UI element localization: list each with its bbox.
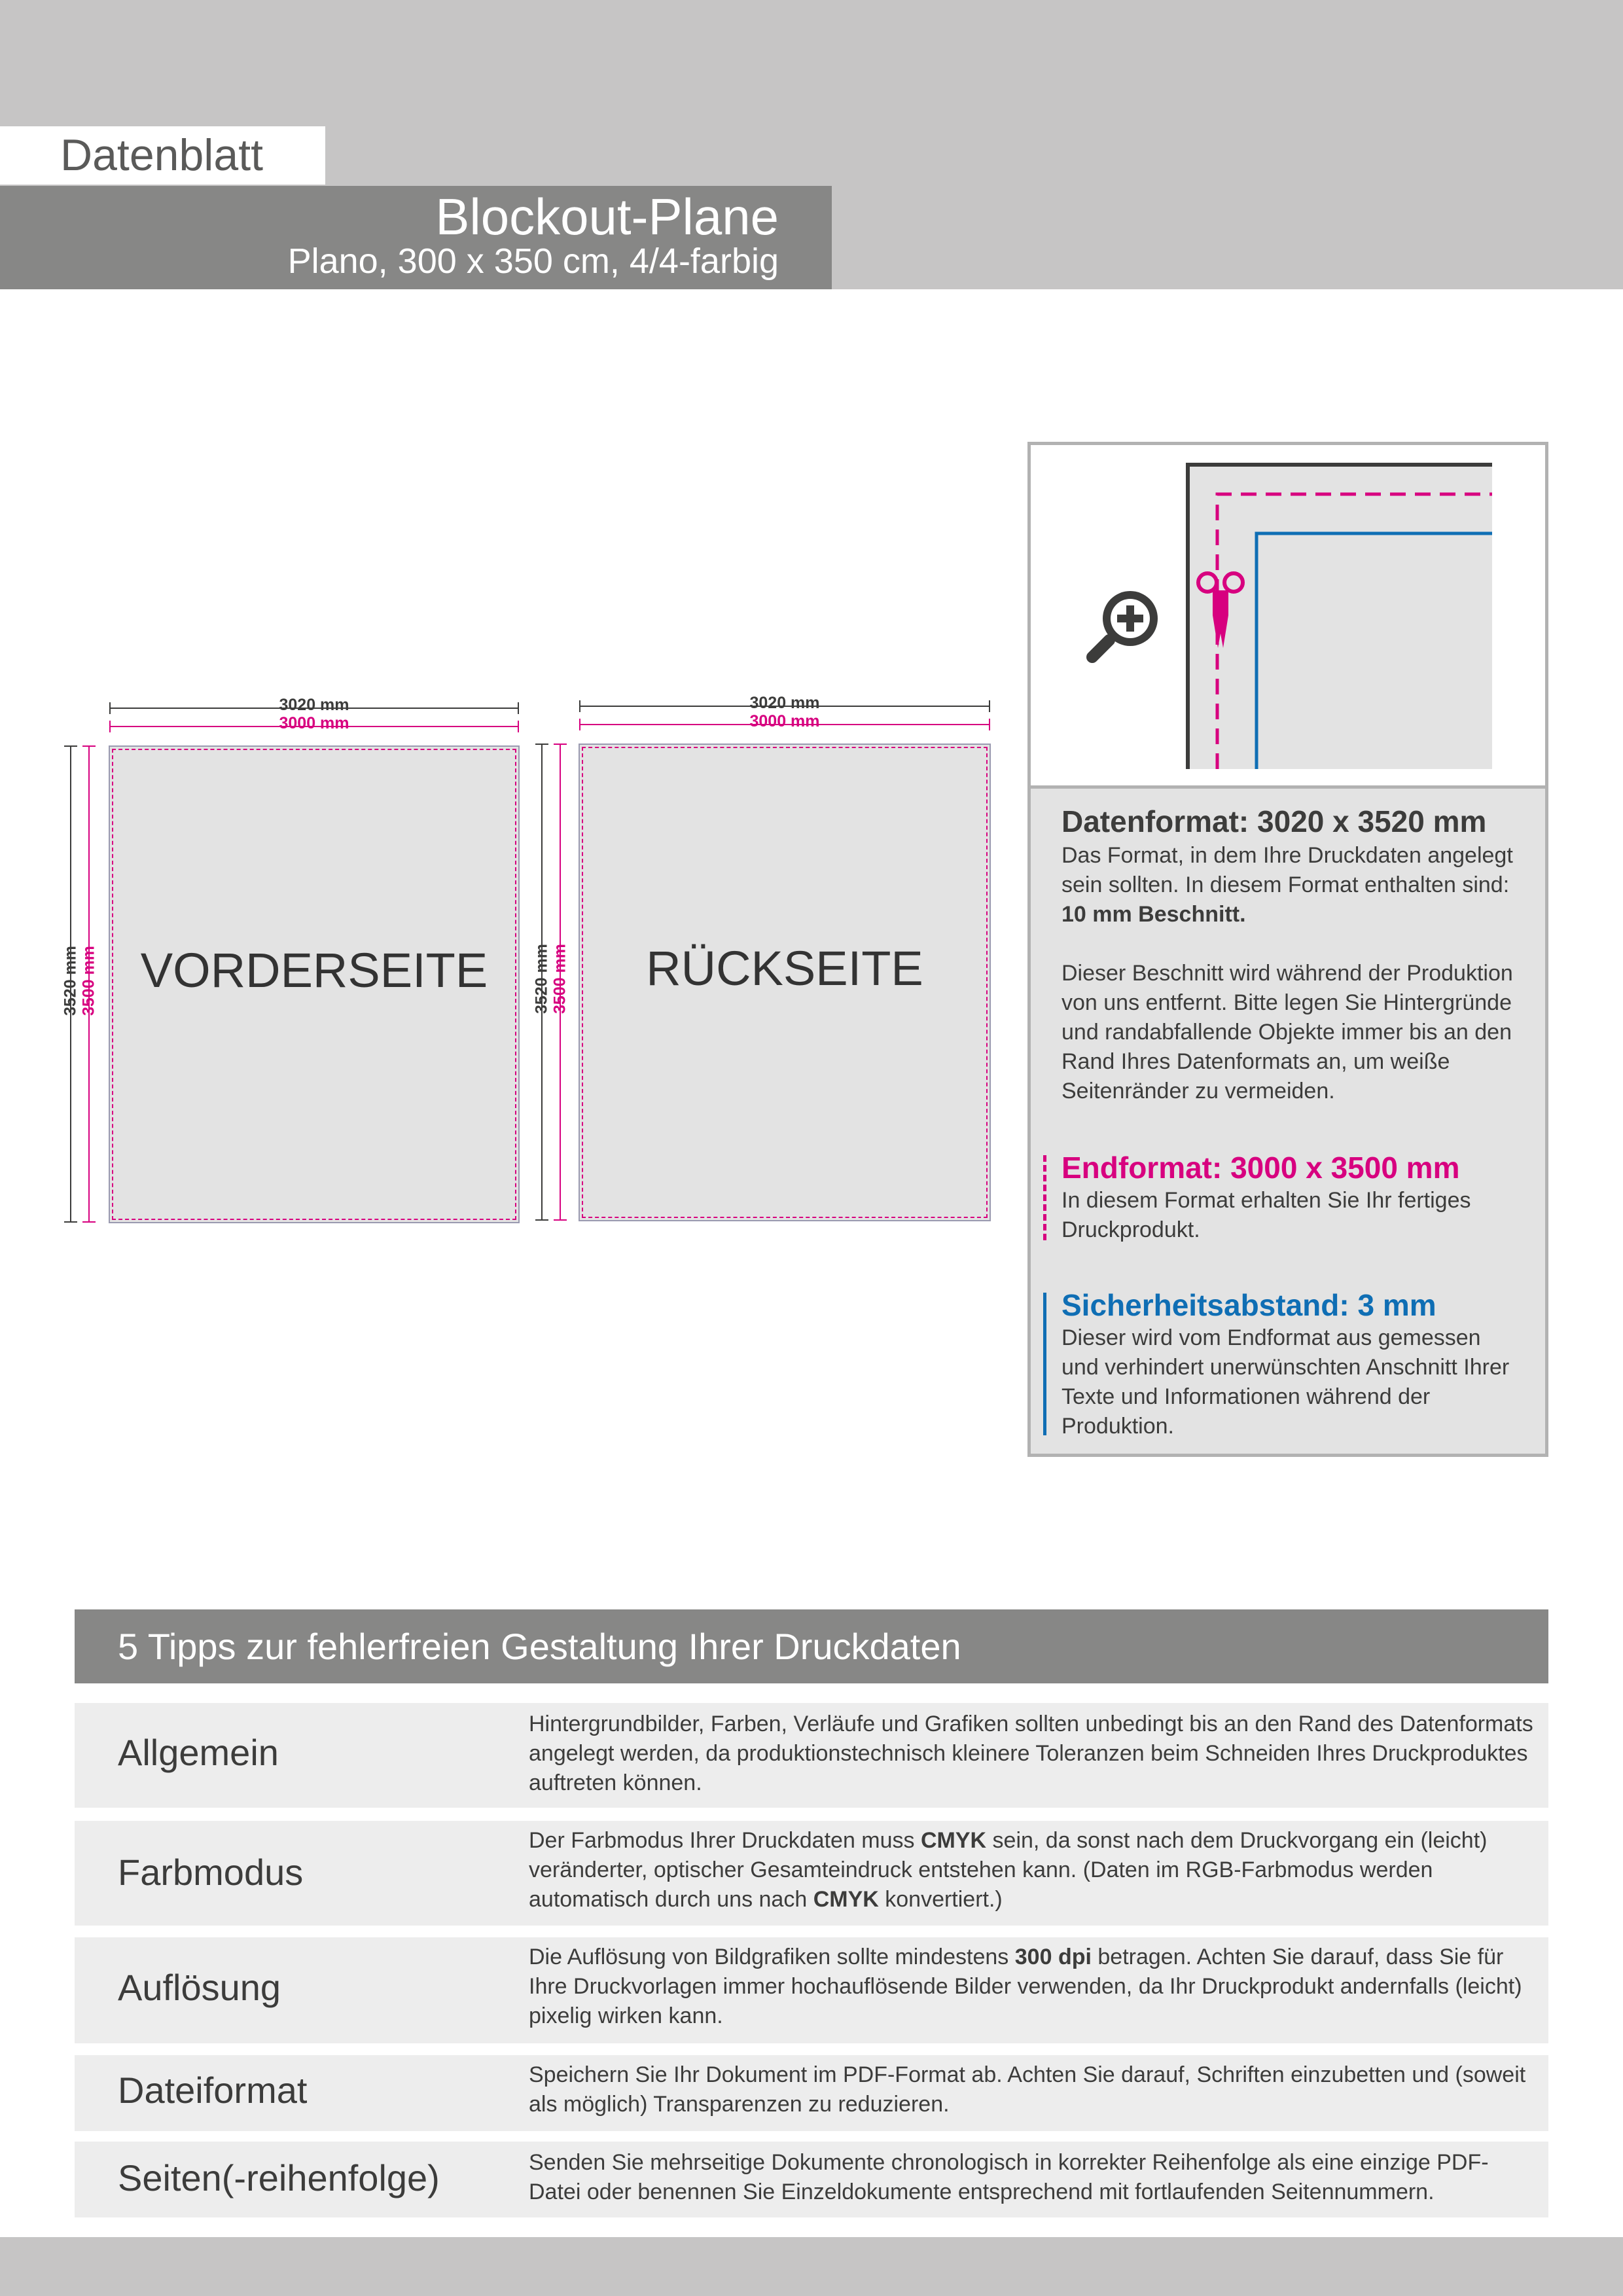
footer-band bbox=[0, 2237, 1623, 2296]
tip-text-farbmodus-bold-1: CMYK bbox=[920, 1828, 987, 1853]
tip-text-farbmodus-3: konvertiert.) bbox=[878, 1887, 1003, 1912]
product-subtitle: Plano, 300 x 350 cm, 4/4-farbig bbox=[287, 242, 779, 281]
tip-text-aufloesung-bold: 300 dpi bbox=[1014, 1945, 1092, 1969]
tip-label-farbmodus: Farbmodus bbox=[118, 1852, 304, 1893]
scissors-icon bbox=[1194, 569, 1247, 655]
tips-title: 5 Tipps zur fehlerfreien Gestaltung Ihrer Druckdaten bbox=[118, 1626, 961, 1667]
safety-text: Dieser wird vom Endformat aus gemessen und verhindert unerwünschten Anschnitt Ihrer Texte und Informationen während der Produktion. bbox=[1061, 1325, 1510, 1439]
tip-text-farbmodus-2: sein, da sonst nach dem Druckvorgang ein (leicht) veränderter, optischer Gesamteindruck entstehen kann. (Daten im RGB-Farbmodus werden automatisch durch uns nach bbox=[529, 1828, 1488, 1912]
end-format-text: In diesem Format erhalten Sie Ihr fertiges Druckprodukt. bbox=[1061, 1188, 1471, 1242]
tip-text-aufloesung-1: Die Auflösung von Bildgrafiken sollte mindestens bbox=[529, 1945, 1015, 1969]
data-format-text-plain: Das Format, in dem Ihre Druckdaten angelegt sein sollten. In diesem Format enthalten sind: bbox=[1061, 843, 1513, 897]
data-format-title: Datenformat: 3020 x 3520 mm bbox=[1061, 804, 1487, 838]
front-height-final: 3500 mm bbox=[79, 945, 98, 1016]
tip-text-aufloesung-2: betragen. Achten Sie darauf, dass Sie für Ihre Druckvorlagen immer hochauflösende Bilder verwenden, da Ihr Druckprodukt andernfalls (leicht) pixelig wirken kann. bbox=[529, 1945, 1522, 2028]
format-detail-illustration bbox=[1031, 445, 1545, 789]
front-height-data: 3520 mm bbox=[61, 945, 80, 1016]
tip-label-seiten: Seiten(-reihenfolge) bbox=[118, 2157, 440, 2198]
tip-label-allgemein: Allgemein bbox=[118, 1732, 279, 1773]
zoom-in-icon bbox=[1083, 583, 1175, 668]
safety-marker bbox=[1043, 1293, 1046, 1435]
data-format-text-bold: 10 mm Beschnitt. bbox=[1061, 902, 1246, 927]
datasheet-label: Datenblatt bbox=[60, 130, 263, 180]
back-height-final: 3500 mm bbox=[550, 943, 569, 1014]
tip-label-dateiformat: Dateiformat bbox=[118, 2070, 308, 2111]
tip-text-farbmodus bbox=[529, 1826, 1537, 1914]
front-width-final: 3000 mm bbox=[279, 714, 349, 732]
tip-text-dateiformat: Speichern Sie Ihr Dokument im PDF-Format ab. Achten Sie darauf, Schriften einzubetten und (soweit als möglich) Transparenzen zu reduzieren. bbox=[529, 2062, 1526, 2117]
tip-text-allgemein: Hintergrundbilder, Farben, Verläufe und Grafiken sollten unbedingt bis an den Rand des Datenformats angelegt werden, da produktionstechnisch kleinere Toleranzen beim Schneiden Ihres Druckproduktes auftreten können. bbox=[529, 1712, 1533, 1795]
safety-title: Sicherheitsabstand: 3 mm bbox=[1061, 1288, 1436, 1322]
end-format-title: Endformat: 3000 x 3500 mm bbox=[1061, 1151, 1460, 1185]
tip-text-farbmodus-bold-2: CMYK bbox=[813, 1887, 879, 1912]
tip-text-aufloesung bbox=[529, 1943, 1537, 2031]
tip-text-seiten: Senden Sie mehrseitige Dokumente chronologisch in korrekter Reihenfolge als eine einzige PDF-Datei oder benennen Sie Einzeldokumente entsprechend mit fortlaufenden Seitennummern. bbox=[529, 2150, 1489, 2204]
back-width-data: 3020 mm bbox=[749, 694, 820, 712]
tip-label-aufloesung: Auflösung bbox=[118, 1967, 281, 2008]
front-sheet-label: VORDERSEITE bbox=[140, 943, 488, 997]
back-sheet-label: RÜCKSEITE bbox=[646, 941, 923, 996]
data-format-text bbox=[1061, 841, 1539, 929]
tip-text-farbmodus-1: Der Farbmodus Ihrer Druckdaten muss bbox=[529, 1828, 921, 1853]
front-width-data: 3020 mm bbox=[279, 696, 349, 714]
product-title: Blockout-Plane bbox=[435, 188, 779, 245]
end-format-marker bbox=[1043, 1155, 1046, 1240]
back-width-final: 3000 mm bbox=[749, 712, 820, 730]
bleed-text: Dieser Beschnitt wird während der Produktion von uns entfernt. Bitte legen Sie Hintergründe und randabfallende Objekte immer bis an den Rand Ihres Datenformats an, um weiße Seitenränder zu vermeiden. bbox=[1061, 961, 1513, 1103]
back-height-data: 3520 mm bbox=[532, 943, 551, 1014]
